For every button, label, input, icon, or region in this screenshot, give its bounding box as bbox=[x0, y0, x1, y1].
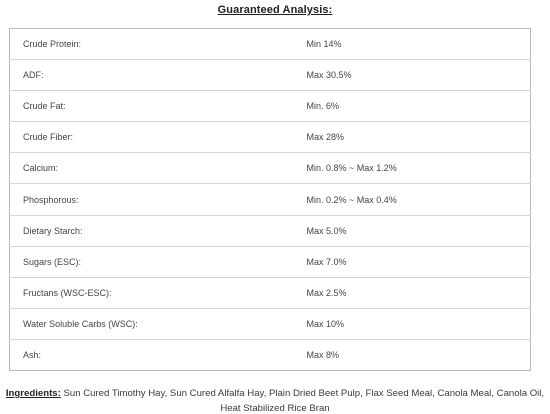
guaranteed-analysis-table bbox=[9, 28, 531, 371]
nutrient-amount: Max 10% bbox=[297, 308, 531, 339]
nutrient-amount: Min 14% bbox=[306, 39, 342, 50]
table-row bbox=[10, 339, 531, 370]
ingredients-list-part-2: Heat Stabilized Rice Bran bbox=[220, 403, 330, 414]
table-row bbox=[10, 29, 531, 60]
nutrient-amount: Max 8% bbox=[297, 339, 531, 370]
ingredients-label: Ingredients: bbox=[5, 388, 61, 399]
nutrient-amount: Max 28% bbox=[297, 122, 531, 153]
table-row bbox=[10, 60, 531, 91]
ingredients-line-1 bbox=[0, 386, 550, 401]
table-row bbox=[10, 122, 531, 153]
ingredients-list-part-1: Sun Cured Timothy Hay, Sun Cured Alfalfa Hay, Plain Dried Beet Pulp, Flax Seed Meal, Canola Meal, Canola Oil, bbox=[63, 388, 545, 399]
nutrient-name: Ash: bbox=[10, 339, 297, 370]
nutrient-name: Dietary Starch: bbox=[10, 215, 297, 246]
nutrient-name: Calcium: bbox=[10, 153, 297, 184]
table-row bbox=[10, 215, 531, 246]
nutrient-name: Fructans (WSC-ESC): bbox=[10, 277, 297, 308]
nutrient-amount: Max 5.0% bbox=[297, 215, 531, 246]
guaranteed-analysis-heading: Guaranteed Analysis: bbox=[217, 4, 333, 16]
nutrient-amount: Min. 6% bbox=[297, 91, 531, 122]
ingredients-section bbox=[0, 386, 550, 414]
nutrient-amount: Min. 0.2% ~ Max 0.4% bbox=[297, 184, 531, 215]
nutrient-name: Crude Fiber: bbox=[10, 122, 297, 153]
nutrient-name: Crude Fat: bbox=[10, 91, 297, 122]
nutrient-name: Water Soluble Carbs (WSC): bbox=[10, 308, 297, 339]
nutrient-amount: Min. 0.8% ~ Max 1.2% bbox=[297, 153, 531, 184]
nutrient-name: Sugars (ESC): bbox=[10, 246, 297, 277]
nutrient-name: Crude Protein: bbox=[23, 39, 82, 50]
table-row bbox=[10, 277, 531, 308]
table-row bbox=[10, 153, 531, 184]
nutrient-amount: Max 30.5% bbox=[297, 60, 531, 91]
nutrient-amount: Max 7.0% bbox=[297, 246, 531, 277]
nutrient-amount: Max 2.5% bbox=[297, 277, 531, 308]
table-row bbox=[10, 308, 531, 339]
nutrient-name: Phosphorous: bbox=[10, 184, 297, 215]
table-row bbox=[10, 184, 531, 215]
nutrient-name: ADF: bbox=[10, 60, 297, 91]
table-row bbox=[10, 246, 531, 277]
table-row bbox=[10, 91, 531, 122]
